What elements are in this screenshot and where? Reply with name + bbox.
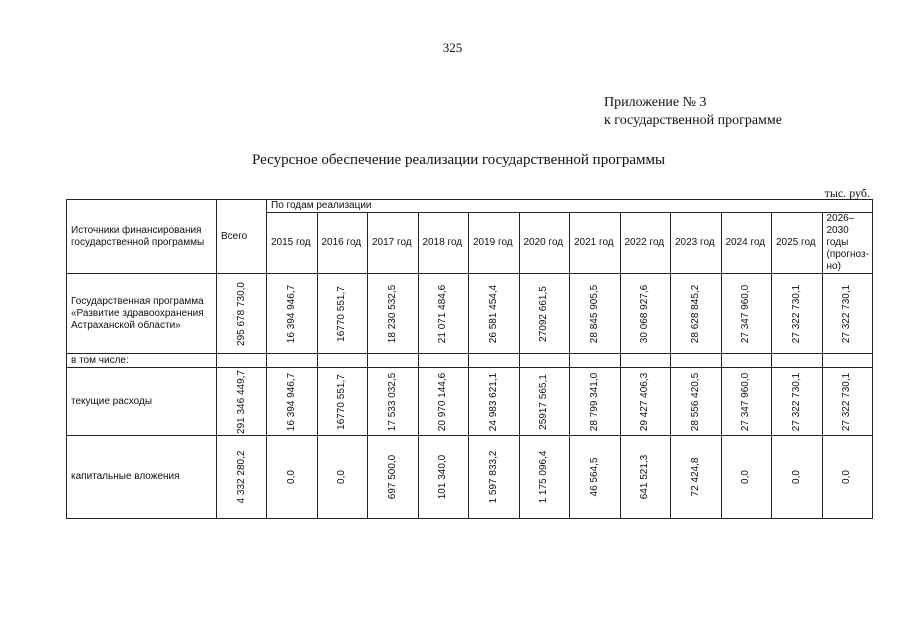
year-value-cell-value: 30 068 927,6 [639, 284, 651, 343]
units-label: тыс. руб. [824, 186, 870, 200]
year-value-cell [620, 368, 671, 436]
year-value-cell [519, 274, 570, 354]
appendix-caption [604, 94, 782, 130]
header-total: Всего [217, 200, 267, 274]
table-row-including [67, 354, 873, 368]
year-value-cell [671, 436, 722, 519]
resource-table [66, 199, 873, 519]
appendix-line-2: к государственной программе [604, 113, 782, 128]
total-cell-value: 4 332 280,2 [235, 450, 247, 504]
year-value-cell-value: 24 983 621,1 [487, 372, 499, 431]
header-year: 2016 год [317, 213, 368, 274]
empty-cell [772, 354, 823, 368]
header-year: 2017 год [368, 213, 419, 274]
year-value-cell-value: 27 347 960,0 [740, 372, 752, 431]
empty-cell [721, 354, 772, 368]
year-value-cell-value: 16 394 946,7 [285, 372, 297, 431]
table-row [67, 368, 873, 436]
year-value-cell [368, 368, 419, 436]
year-value-cell-value: 20 970 144,6 [437, 372, 449, 431]
year-value-cell [519, 436, 570, 519]
year-value-cell-value: 28 799 341,0 [588, 372, 600, 431]
empty-cell [570, 354, 621, 368]
including-label: в том числе: [67, 354, 217, 368]
year-value-cell [267, 436, 318, 519]
total-cell [217, 436, 267, 519]
empty-cell [519, 354, 570, 368]
year-value-cell-value: 25917 565,1 [538, 373, 550, 430]
year-value-cell-value: 28 556 420,5 [689, 372, 701, 431]
year-value-cell-value: 18 230 532,5 [386, 284, 398, 343]
header-year: 2019 год [469, 213, 520, 274]
row-label: капитальные вложения [67, 436, 217, 519]
year-value-cell [721, 368, 772, 436]
year-value-cell [418, 436, 469, 519]
year-value-cell [721, 274, 772, 354]
year-value-cell [418, 368, 469, 436]
header-year: 2018 год [418, 213, 469, 274]
total-cell-value: 291 346 449,7 [235, 369, 247, 434]
year-value-cell-value: 1 597 833,2 [487, 450, 499, 504]
empty-cell [267, 354, 318, 368]
header-year: 2015 год [267, 213, 318, 274]
year-value-cell [267, 368, 318, 436]
year-value-cell-value: 16770 551,7 [336, 373, 348, 430]
year-value-cell-value: 101 340,0 [437, 454, 449, 500]
year-value-cell [822, 436, 873, 519]
year-value-cell [570, 436, 621, 519]
header-by-years: По годам реализации [267, 200, 873, 213]
year-value-cell-value: 1 175 096,4 [538, 450, 550, 504]
row-label: текущие расходы [67, 368, 217, 436]
empty-cell [620, 354, 671, 368]
year-value-cell [317, 368, 368, 436]
header-year: 2025 год [772, 213, 823, 274]
year-value-cell-value: 27 322 730,1 [790, 372, 802, 431]
year-value-cell [418, 274, 469, 354]
empty-cell [469, 354, 520, 368]
page-number: 325 [442, 40, 463, 55]
empty-cell [671, 354, 722, 368]
empty-cell [418, 354, 469, 368]
header-year: 2021 год [570, 213, 621, 274]
year-value-cell-value: 27 347 960,0 [740, 284, 752, 343]
year-value-cell [671, 368, 722, 436]
header-year: 2024 год [721, 213, 772, 274]
year-value-cell-value: 16770 551,7 [336, 285, 348, 342]
table-row [67, 436, 873, 519]
year-value-cell-value: 0,0 [336, 470, 348, 484]
header-year: 2022 год [620, 213, 671, 274]
year-value-cell [772, 274, 823, 354]
total-cell [217, 368, 267, 436]
year-value-cell-value: 28 845 905,5 [588, 284, 600, 343]
year-value-cell-value: 72 424,8 [689, 457, 701, 497]
year-value-cell [469, 368, 520, 436]
header-source: Источники финансирования государственной программы [67, 200, 217, 274]
year-value-cell-value: 27 322 730,1 [790, 284, 802, 343]
empty-cell [368, 354, 419, 368]
year-value-cell [620, 436, 671, 519]
year-value-cell-value: 27 322 730,1 [841, 284, 853, 343]
year-value-cell-value: 46 564,5 [588, 457, 600, 497]
year-value-cell [772, 368, 823, 436]
year-value-cell [570, 368, 621, 436]
year-value-cell [267, 274, 318, 354]
year-value-cell [620, 274, 671, 354]
header-year: 2023 год [671, 213, 722, 274]
year-value-cell [822, 368, 873, 436]
empty-cell [217, 354, 267, 368]
year-value-cell-value: 697 500,0 [386, 454, 398, 500]
year-value-cell-value: 27 322 730,1 [841, 372, 853, 431]
year-value-cell-value: 27092 661,5 [538, 285, 550, 342]
total-cell-value: 295 678 730,0 [235, 281, 247, 346]
year-value-cell [368, 436, 419, 519]
year-value-cell-value: 21 071 484,6 [437, 284, 449, 343]
year-value-cell-value: 0,0 [790, 470, 802, 484]
year-value-cell [317, 274, 368, 354]
year-value-cell [317, 436, 368, 519]
year-value-cell-value: 29 427 406,3 [639, 372, 651, 431]
year-value-cell [822, 274, 873, 354]
year-value-cell [721, 436, 772, 519]
row-label: Государственная программа «Развитие здравоохранения Астраханской области» [67, 274, 217, 354]
header-year: 2026–2030 годы (прогноз- но) [822, 213, 873, 274]
year-value-cell-value: 28 628 845,2 [689, 284, 701, 343]
year-value-cell [368, 274, 419, 354]
empty-cell [317, 354, 368, 368]
year-value-cell-value: 16 394 946,7 [285, 284, 297, 343]
year-value-cell [570, 274, 621, 354]
year-value-cell-value: 641 521,3 [639, 454, 651, 500]
year-value-cell-value: 0,0 [841, 470, 853, 484]
year-value-cell [519, 368, 570, 436]
year-value-cell [772, 436, 823, 519]
appendix-line-1: Приложение № 3 [604, 95, 707, 110]
empty-cell [822, 354, 873, 368]
year-value-cell-value: 17 533 032,5 [386, 372, 398, 431]
year-value-cell-value: 26 581 454,4 [487, 284, 499, 343]
year-value-cell [469, 274, 520, 354]
document-title: Ресурсное обеспечение реализации государственной программы [251, 152, 666, 168]
total-cell [217, 274, 267, 354]
table-row [67, 274, 873, 354]
header-year: 2020 год [519, 213, 570, 274]
year-value-cell-value: 0,0 [740, 470, 752, 484]
year-value-cell [671, 274, 722, 354]
year-value-cell-value: 0,0 [285, 470, 297, 484]
year-value-cell [469, 436, 520, 519]
